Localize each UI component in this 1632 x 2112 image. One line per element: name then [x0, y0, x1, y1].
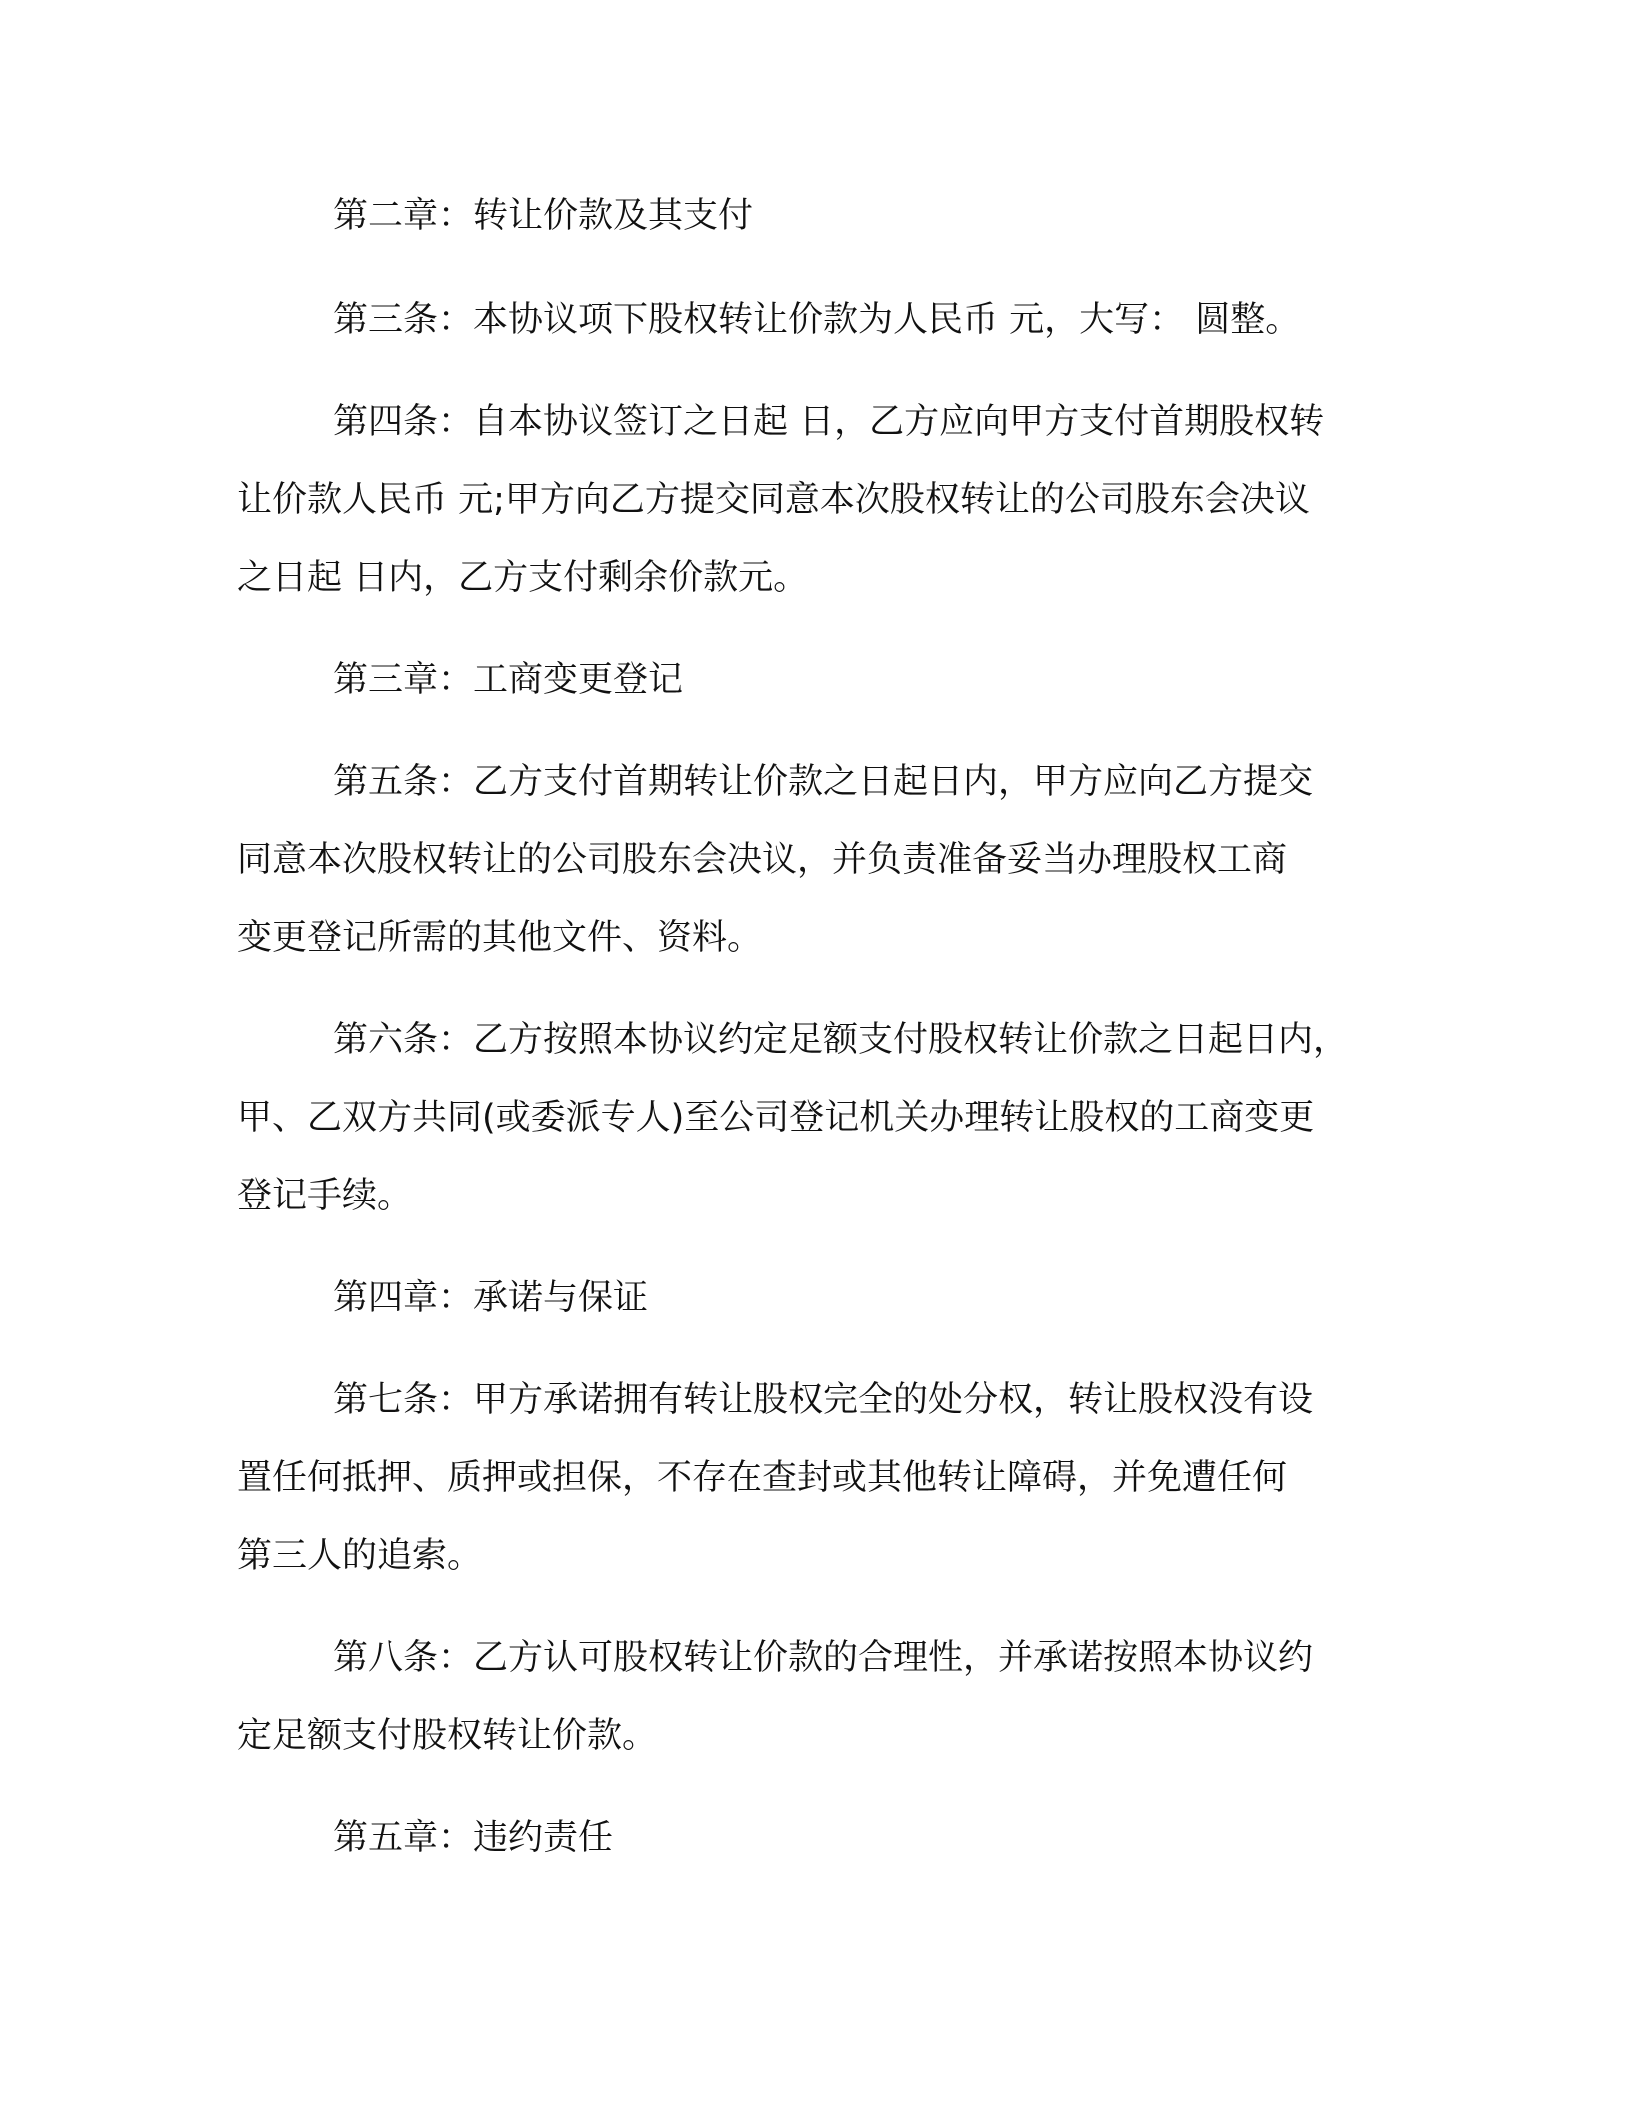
- article-7-line-3: 第三人的追索。: [237, 1536, 483, 1576]
- article-5-line-1: 第五条：乙方支付首期转让价款之日起日内，甲方应向乙方提交: [333, 762, 1314, 802]
- article-4-line-2: 让价款人民币 元;甲方向乙方提交同意本次股权转让的公司股东会决议: [237, 480, 1310, 520]
- article-4-line-1: 第四条：自本协议签订之日起 日，乙方应向甲方支付首期股权转: [333, 402, 1325, 442]
- article-5-line-2: 同意本次股权转让的公司股东会决议，并负责准备妥当办理股权工商: [237, 840, 1288, 880]
- article-8-line-2: 定足额支付股权转让价款。: [237, 1716, 658, 1756]
- chapter-4-title: 第四章：承诺与保证: [333, 1278, 649, 1318]
- article-4-line-3: 之日起 日内，乙方支付剩余价款元。: [237, 558, 809, 598]
- chapter-3-title: 第三章：工商变更登记: [333, 660, 684, 700]
- article-6-line-1: 第六条：乙方按照本协议约定足额支付股权转让价款之日起日内，: [333, 1020, 1349, 1060]
- article-7-line-2: 置任何抵押、质押或担保，不存在查封或其他转让障碍，并免遭任何: [237, 1458, 1288, 1498]
- article-5-line-3: 变更登记所需的其他文件、资料。: [237, 918, 763, 958]
- article-8-line-1: 第八条：乙方认可股权转让价款的合理性，并承诺按照本协议约: [333, 1638, 1314, 1678]
- article-3-line-1: 第三条：本协议项下股权转让价款为人民币 元，大写： 圆整。: [333, 300, 1301, 340]
- chapter-5-title: 第五章：违约责任: [333, 1818, 614, 1858]
- article-6-line-3: 登记手续。: [237, 1176, 413, 1216]
- article-6-line-2: 甲、乙双方共同(或委派专人)至公司登记机关办理转让股权的工商变更: [237, 1098, 1315, 1138]
- article-7-line-1: 第七条：甲方承诺拥有转让股权完全的处分权，转让股权没有设: [333, 1380, 1314, 1420]
- chapter-2-title: 第二章：转让价款及其支付: [333, 196, 754, 236]
